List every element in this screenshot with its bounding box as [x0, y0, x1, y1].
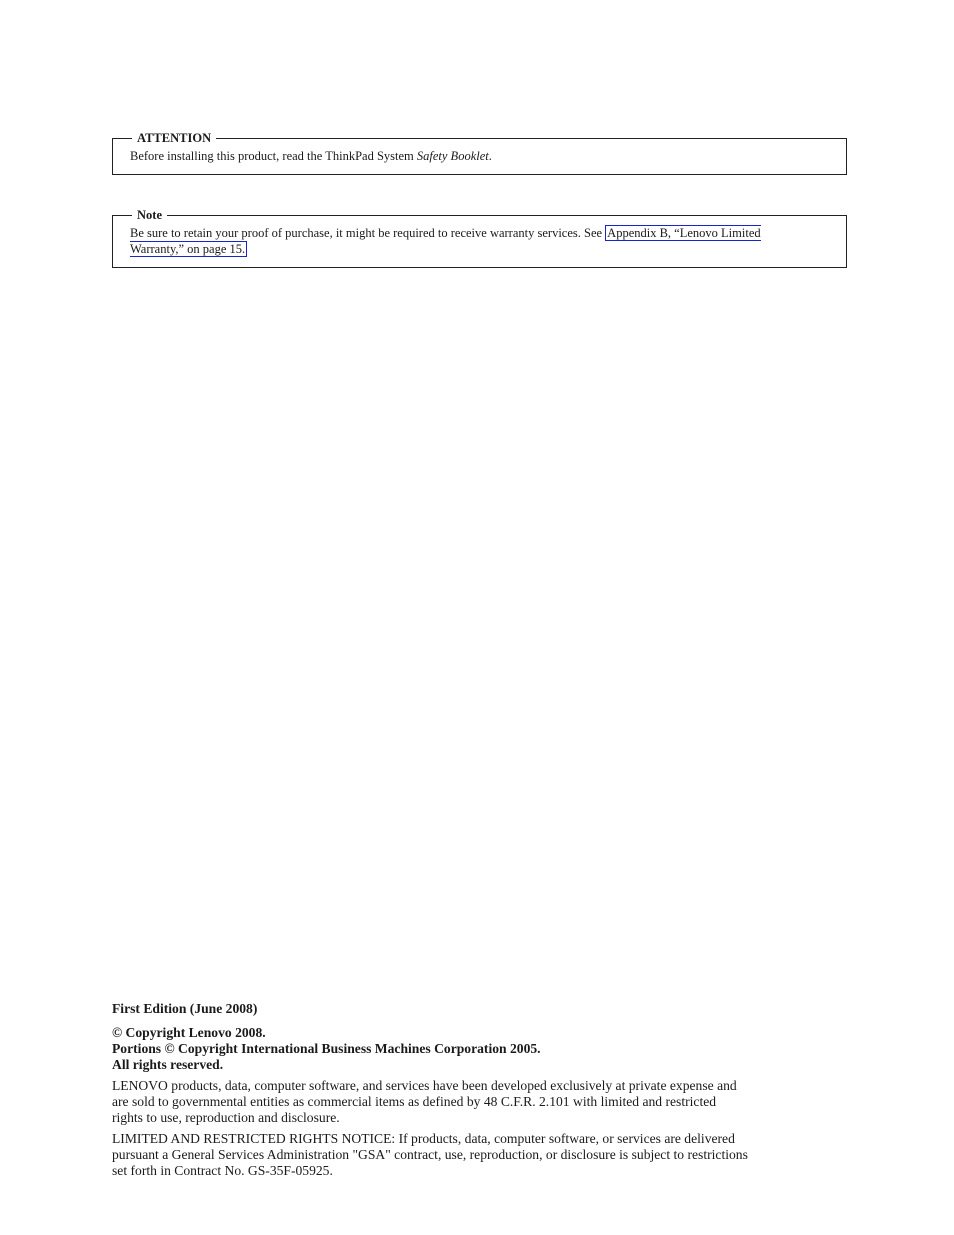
rights-reserved: All rights reserved. — [112, 1057, 224, 1072]
note-label: Note — [132, 208, 167, 222]
paragraph-line: rights to use, reproduction and disclosure. — [112, 1110, 340, 1125]
copyright-block — [112, 1025, 850, 1073]
attention-box — [112, 131, 847, 175]
attention-text-after: . — [488, 149, 492, 163]
restricted-rights-notice — [112, 1131, 850, 1179]
paragraph-line: are sold to governmental entities as commercial items as defined by 48 C.F.R. 2.101 with limited and restricted — [112, 1094, 717, 1109]
paragraph-line: LENOVO products, data, computer software, and services have been developed exclusively at private expense and — [112, 1078, 737, 1093]
paragraph-line: pursuant a General Services Administration "GSA" contract, use, reproduction, or disclosure is subject to restrictions — [112, 1147, 748, 1162]
government-use-paragraph — [112, 1078, 850, 1126]
edition-line: First Edition (June 2008) — [112, 1001, 258, 1016]
paragraph-line: LIMITED AND RESTRICTED RIGHTS NOTICE: If products, data, computer software, or services are delivered — [112, 1131, 735, 1146]
note-box — [112, 208, 847, 268]
attention-text — [130, 148, 796, 164]
warranty-appendix-link[interactable]: Appendix B, “Lenovo Limited Warranty,” on page 15. — [130, 226, 761, 256]
attention-label: ATTENTION — [132, 131, 216, 145]
copyright-ibm: Portions © Copyright International Business Machines Corporation 2005. — [112, 1041, 541, 1056]
note-text-before: Be sure to retain your proof of purchase, it might be required to receive warranty services. See — [130, 226, 606, 240]
safety-booklet-title: Safety Booklet — [416, 149, 489, 163]
copyright-lenovo: © Copyright Lenovo 2008. — [112, 1025, 266, 1040]
attention-text-before: Before installing this product, read the ThinkPad System — [130, 149, 417, 163]
paragraph-line: set forth in Contract No. GS-35F-05925. — [112, 1163, 333, 1178]
note-text — [130, 225, 798, 257]
